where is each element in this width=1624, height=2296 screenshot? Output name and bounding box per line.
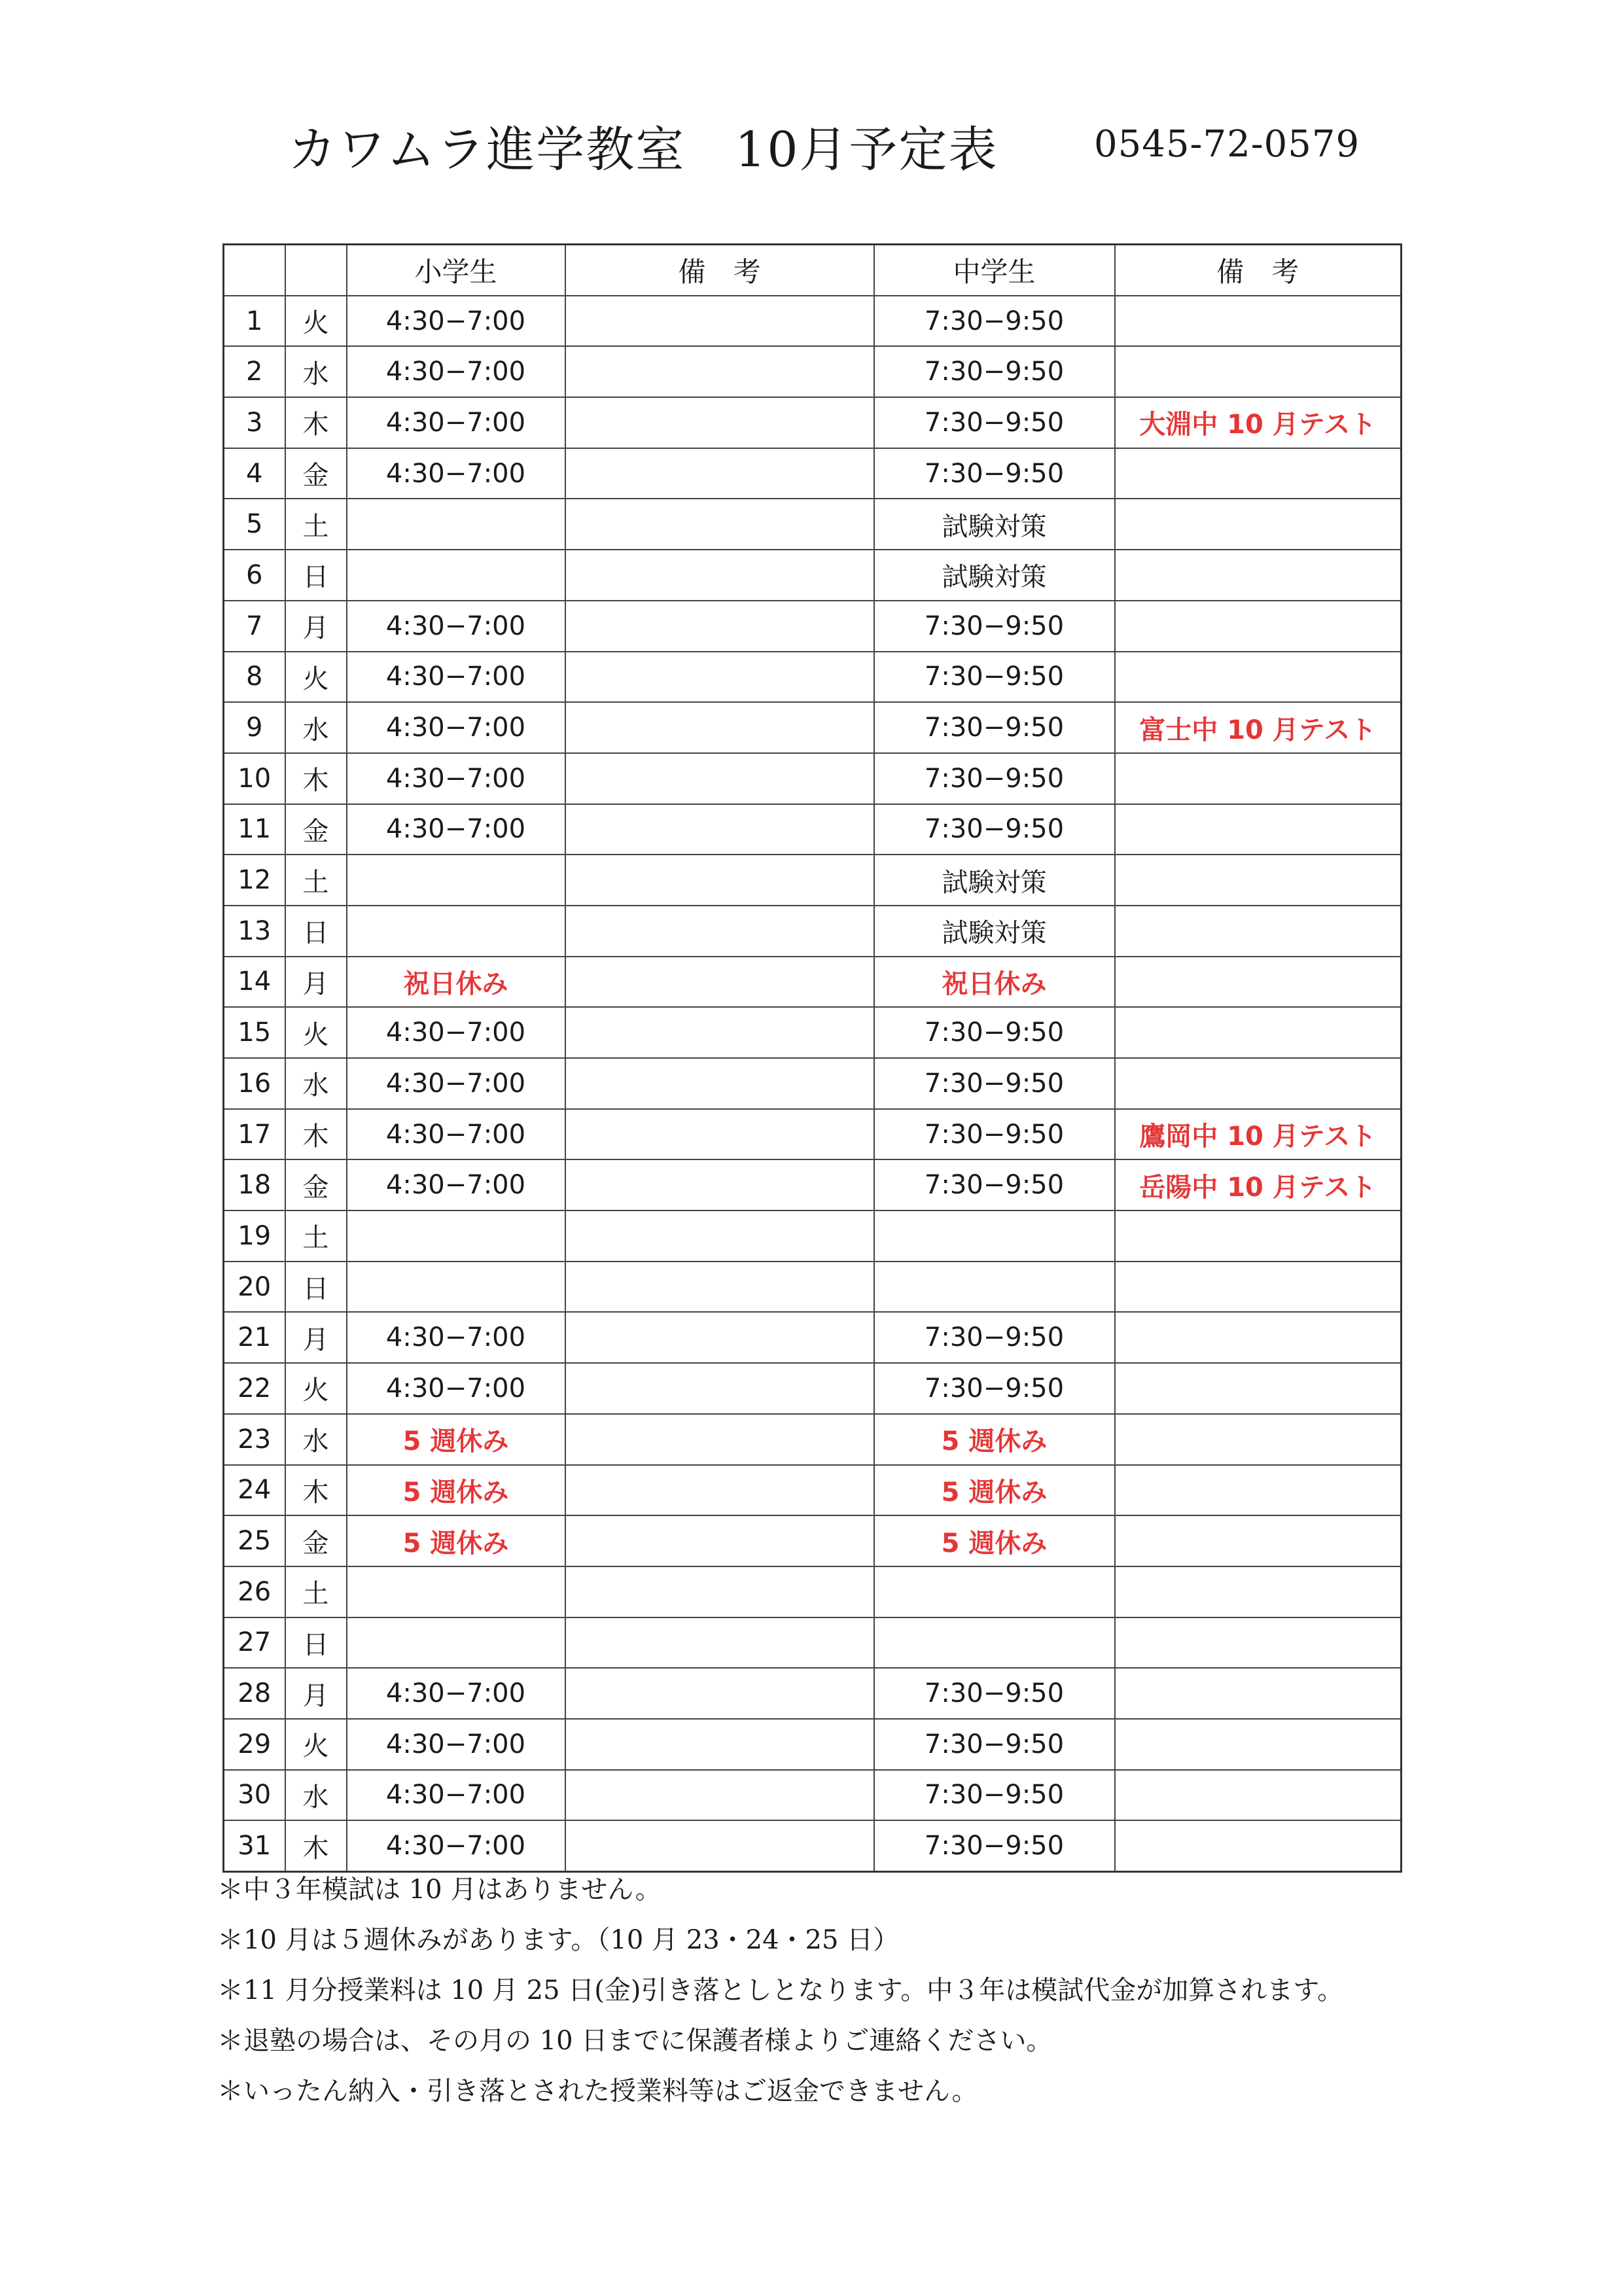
elementary-schedule-cell: 4:30−7:00 [347,346,565,397]
middle-schedule-cell: 7:30−9:50 [874,346,1115,397]
elementary-note-cell [565,1109,874,1160]
day-number-cell: 19 [224,1210,285,1262]
table-row [224,1363,1402,1414]
day-number-cell: 26 [224,1566,285,1617]
day-number-cell: 29 [224,1719,285,1770]
middle-schedule-cell [874,1566,1115,1617]
day-number-cell: 3 [224,397,285,448]
middle-note-cell [1115,1363,1402,1414]
middle-note-cell [1115,1770,1402,1821]
elementary-note-cell [565,1820,874,1871]
notes-section [217,1865,1460,2117]
day-number-cell: 4 [224,448,285,499]
table-row [224,753,1402,804]
elementary-note-cell [565,550,874,601]
middle-schedule-cell: 7:30−9:50 [874,1312,1115,1363]
weekday-cell: 木 [285,397,347,448]
elementary-note-cell [565,1312,874,1363]
table-row [224,957,1402,1008]
note-line: ＊いったん納入・引き落とされた授業料等はご返金できません。 [217,2076,978,2106]
day-number-cell: 31 [224,1820,285,1871]
middle-note-cell [1115,855,1402,906]
elementary-note-cell [565,1159,874,1210]
table-row [224,1668,1402,1719]
table-row [224,550,1402,601]
table-row [224,1566,1402,1617]
weekday-cell: 木 [285,753,347,804]
weekday-cell: 木 [285,1820,347,1871]
elementary-note-cell [565,601,874,652]
middle-note-cell: 鷹岡中 10 月テスト [1115,1109,1402,1160]
weekday-cell: 日 [285,1262,347,1313]
elementary-note-cell [565,906,874,957]
header-middle-school: 中学生 [874,245,1115,296]
note-line: ＊10 月は５週休みがあります。（10 月 23・24・25 日） [217,1925,900,1955]
elementary-schedule-cell [347,550,565,601]
table-row [224,1515,1402,1566]
weekday-cell: 火 [285,652,347,703]
middle-note-cell [1115,346,1402,397]
middle-note-cell: 富士中 10 月テスト [1115,702,1402,753]
middle-note-cell: 大淵中 10 月テスト [1115,397,1402,448]
middle-schedule-cell: 試験対策 [874,550,1115,601]
table-row [224,1159,1402,1210]
middle-note-cell [1115,1719,1402,1770]
middle-note-cell [1115,1668,1402,1719]
middle-note-cell [1115,1414,1402,1465]
weekday-cell: 水 [285,1058,347,1109]
elementary-schedule-cell: 4:30−7:00 [347,1058,565,1109]
day-number-cell: 11 [224,804,285,855]
elementary-note-cell [565,1719,874,1770]
elementary-schedule-cell [347,906,565,957]
day-number-cell: 8 [224,652,285,703]
elementary-schedule-cell: 4:30−7:00 [347,1363,565,1414]
elementary-schedule-cell [347,1210,565,1262]
day-number-cell: 22 [224,1363,285,1414]
elementary-schedule-cell: 4:30−7:00 [347,702,565,753]
elementary-note-cell [565,855,874,906]
page-header [0,111,1624,190]
middle-schedule-cell [874,1210,1115,1262]
table-row [224,1414,1402,1465]
middle-schedule-cell: 7:30−9:50 [874,753,1115,804]
elementary-schedule-cell: 4:30−7:00 [347,1007,565,1058]
elementary-note-cell [565,1566,874,1617]
elementary-note-cell [565,499,874,550]
middle-note-cell [1115,906,1402,957]
middle-schedule-cell: 7:30−9:50 [874,1770,1115,1821]
header-day [224,245,285,296]
elementary-note-cell [565,346,874,397]
elementary-schedule-cell: 5 週休み [347,1465,565,1516]
weekday-cell: 土 [285,499,347,550]
table-row [224,855,1402,906]
day-number-cell: 25 [224,1515,285,1566]
middle-note-cell [1115,957,1402,1008]
elementary-note-cell [565,957,874,1008]
elementary-note-cell [565,397,874,448]
middle-schedule-cell: 7:30−9:50 [874,1668,1115,1719]
middle-note-cell [1115,296,1402,347]
page-title: カワムラ進学教室 10月予定表 [288,122,998,178]
day-number-cell: 13 [224,906,285,957]
weekday-cell: 水 [285,1770,347,1821]
header-elementary: 小学生 [347,245,565,296]
elementary-note-cell [565,753,874,804]
elementary-note-cell [565,702,874,753]
elementary-note-cell [565,1465,874,1516]
middle-schedule-cell: 7:30−9:50 [874,1363,1115,1414]
day-number-cell: 1 [224,296,285,347]
table-row [224,1109,1402,1160]
day-number-cell: 17 [224,1109,285,1160]
table-row [224,1058,1402,1109]
weekday-cell: 金 [285,1515,347,1566]
schedule-table [222,243,1402,1873]
weekday-cell: 火 [285,1719,347,1770]
middle-note-cell [1115,1312,1402,1363]
elementary-note-cell [565,1770,874,1821]
day-number-cell: 21 [224,1312,285,1363]
weekday-cell: 金 [285,804,347,855]
table-row [224,448,1402,499]
elementary-note-cell [565,1363,874,1414]
weekday-cell: 土 [285,1210,347,1262]
weekday-cell: 木 [285,1109,347,1160]
middle-schedule-cell: 5 週休み [874,1465,1115,1516]
table-row [224,499,1402,550]
middle-schedule-cell: 7:30−9:50 [874,652,1115,703]
weekday-cell: 火 [285,296,347,347]
middle-schedule-cell: 7:30−9:50 [874,1058,1115,1109]
elementary-note-cell [565,652,874,703]
elementary-schedule-cell: 5 週休み [347,1515,565,1566]
day-number-cell: 20 [224,1262,285,1313]
elementary-schedule-cell: 4:30−7:00 [347,1820,565,1871]
weekday-cell: 火 [285,1007,347,1058]
day-number-cell: 2 [224,346,285,397]
weekday-cell: 水 [285,1414,347,1465]
middle-schedule-cell: 7:30−9:50 [874,397,1115,448]
middle-schedule-cell: 祝日休み [874,957,1115,1008]
weekday-cell: 火 [285,1363,347,1414]
weekday-cell: 日 [285,550,347,601]
table-row [224,906,1402,957]
middle-note-cell [1115,550,1402,601]
header-middle-notes: 備 考 [1115,245,1402,296]
weekday-cell: 金 [285,1159,347,1210]
table-row [224,1210,1402,1262]
middle-note-cell [1115,499,1402,550]
note-line: ＊11 月分授業料は 10 月 25 日(金)引き落としとなります。中３年は模試代金が加算されます。 [217,1975,1344,2005]
table-row [224,1820,1402,1871]
table-row [224,1770,1402,1821]
table-row [224,1262,1402,1313]
middle-note-cell [1115,652,1402,703]
day-number-cell: 14 [224,957,285,1008]
elementary-schedule-cell [347,1617,565,1669]
middle-schedule-cell: 試験対策 [874,855,1115,906]
elementary-note-cell [565,296,874,347]
elementary-schedule-cell: 4:30−7:00 [347,397,565,448]
elementary-schedule-cell: 4:30−7:00 [347,1719,565,1770]
day-number-cell: 10 [224,753,285,804]
middle-note-cell [1115,804,1402,855]
day-number-cell: 27 [224,1617,285,1669]
elementary-schedule-cell: 4:30−7:00 [347,652,565,703]
elementary-schedule-cell: 4:30−7:00 [347,1668,565,1719]
elementary-note-cell [565,1617,874,1669]
middle-note-cell [1115,753,1402,804]
table-row [224,1007,1402,1058]
table-row [224,1312,1402,1363]
middle-schedule-cell: 5 週休み [874,1414,1115,1465]
table-row [224,296,1402,347]
elementary-note-cell [565,1210,874,1262]
elementary-schedule-cell [347,499,565,550]
elementary-note-cell [565,1668,874,1719]
middle-schedule-cell: 7:30−9:50 [874,1719,1115,1770]
table-row [224,1719,1402,1770]
elementary-schedule-cell: 4:30−7:00 [347,1109,565,1160]
weekday-cell: 月 [285,957,347,1008]
middle-note-cell [1115,601,1402,652]
day-number-cell: 15 [224,1007,285,1058]
elementary-note-cell [565,1414,874,1465]
middle-note-cell [1115,1566,1402,1617]
middle-schedule-cell: 5 週休み [874,1515,1115,1566]
middle-note-cell [1115,1262,1402,1313]
table-row [224,1617,1402,1669]
day-number-cell: 23 [224,1414,285,1465]
middle-schedule-cell: 7:30−9:50 [874,296,1115,347]
elementary-schedule-cell [347,1566,565,1617]
day-number-cell: 7 [224,601,285,652]
weekday-cell: 日 [285,1617,347,1669]
table-row [224,804,1402,855]
weekday-cell: 土 [285,1566,347,1617]
elementary-schedule-cell: 4:30−7:00 [347,1159,565,1210]
middle-schedule-cell: 7:30−9:50 [874,702,1115,753]
middle-note-cell [1115,1617,1402,1669]
elementary-note-cell [565,1007,874,1058]
table-row [224,652,1402,703]
middle-note-cell [1115,1820,1402,1871]
middle-schedule-cell: 試験対策 [874,906,1115,957]
elementary-note-cell [565,448,874,499]
elementary-schedule-cell: 祝日休み [347,957,565,1008]
middle-schedule-cell: 7:30−9:50 [874,1007,1115,1058]
middle-schedule-cell: 7:30−9:50 [874,601,1115,652]
weekday-cell: 日 [285,906,347,957]
day-number-cell: 9 [224,702,285,753]
weekday-cell: 月 [285,1668,347,1719]
weekday-cell: 土 [285,855,347,906]
middle-schedule-cell: 7:30−9:50 [874,1159,1115,1210]
middle-note-cell [1115,1210,1402,1262]
middle-note-cell [1115,1058,1402,1109]
elementary-schedule-cell: 4:30−7:00 [347,448,565,499]
elementary-note-cell [565,804,874,855]
table-row [224,397,1402,448]
header-elementary-notes: 備 考 [565,245,874,296]
day-number-cell: 24 [224,1465,285,1516]
middle-schedule-cell: 試験対策 [874,499,1115,550]
middle-note-cell [1115,1515,1402,1566]
day-number-cell: 18 [224,1159,285,1210]
table-row [224,346,1402,397]
middle-schedule-cell: 7:30−9:50 [874,1820,1115,1871]
table-row [224,702,1402,753]
middle-schedule-cell: 7:30−9:50 [874,1109,1115,1160]
weekday-cell: 金 [285,448,347,499]
schedule-body [224,296,1402,1872]
middle-schedule-cell: 7:30−9:50 [874,448,1115,499]
elementary-schedule-cell: 4:30−7:00 [347,753,565,804]
elementary-note-cell [565,1262,874,1313]
table-header-row [224,245,1402,296]
elementary-schedule-cell: 4:30−7:00 [347,296,565,347]
day-number-cell: 12 [224,855,285,906]
middle-schedule-cell [874,1617,1115,1669]
header-weekday [285,245,347,296]
day-number-cell: 6 [224,550,285,601]
elementary-schedule-cell [347,855,565,906]
day-number-cell: 5 [224,499,285,550]
weekday-cell: 水 [285,702,347,753]
middle-note-cell [1115,1465,1402,1516]
table-row [224,1465,1402,1516]
middle-note-cell [1115,1007,1402,1058]
middle-note-cell: 岳陽中 10 月テスト [1115,1159,1402,1210]
day-number-cell: 28 [224,1668,285,1719]
elementary-schedule-cell [347,1262,565,1313]
middle-schedule-cell: 7:30−9:50 [874,804,1115,855]
weekday-cell: 水 [285,346,347,397]
phone-number: 0545-72-0579 [1094,123,1360,166]
middle-note-cell [1115,448,1402,499]
note-line: ＊退塾の場合は、その月の 10 日までに保護者様よりご連絡ください。 [217,2026,1053,2056]
elementary-note-cell [565,1515,874,1566]
elementary-schedule-cell: 5 週休み [347,1414,565,1465]
weekday-cell: 月 [285,1312,347,1363]
elementary-schedule-cell: 4:30−7:00 [347,601,565,652]
middle-schedule-cell [874,1262,1115,1313]
table-row [224,601,1402,652]
day-number-cell: 30 [224,1770,285,1821]
weekday-cell: 木 [285,1465,347,1516]
note-line: ＊中３年模試は 10 月はありません。 [217,1875,662,1905]
day-number-cell: 16 [224,1058,285,1109]
elementary-schedule-cell: 4:30−7:00 [347,1312,565,1363]
elementary-schedule-cell: 4:30−7:00 [347,804,565,855]
elementary-note-cell [565,1058,874,1109]
weekday-cell: 月 [285,601,347,652]
elementary-schedule-cell: 4:30−7:00 [347,1770,565,1821]
